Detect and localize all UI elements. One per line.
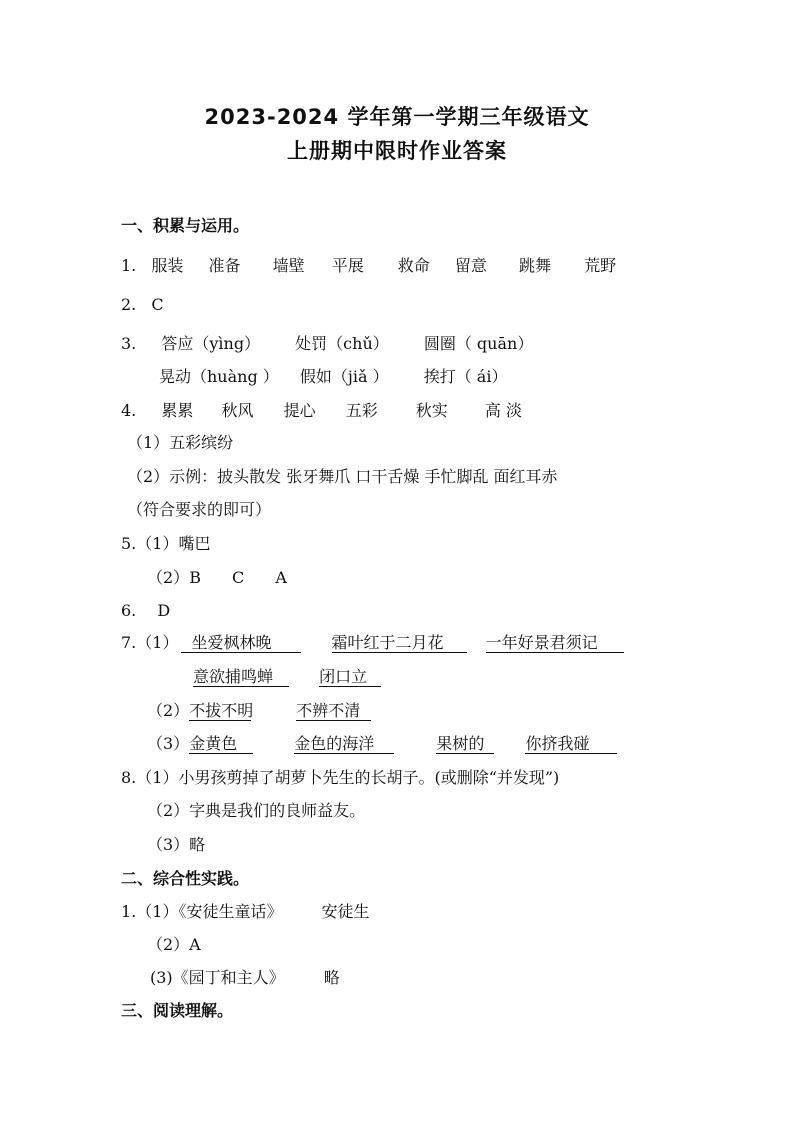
q5-answer-line-1 — [121, 534, 210, 554]
question-number: 4. — [121, 401, 137, 420]
answer-word: 跳舞 — [519, 256, 552, 275]
q1-answer-line — [121, 256, 616, 276]
question-number: 7. — [121, 633, 137, 652]
fill-in-answer: 你挤我碰 — [525, 734, 617, 754]
fill-in-answer: 金黄色 — [189, 734, 253, 754]
answer-value: A — [275, 568, 287, 587]
q7-answer-line-3 — [147, 701, 371, 721]
answer-value: C — [232, 568, 245, 587]
answer-value: D — [157, 601, 171, 620]
question-number: 5. — [121, 534, 137, 553]
q8-answer-line-3: （3）略 — [147, 835, 206, 854]
q7-answer-line-1 — [121, 633, 624, 653]
fill-in-answer: 一年好景君须记 — [486, 633, 624, 653]
q8-answer-line-2: （2）字典是我们的良师益友。 — [147, 801, 366, 820]
question-number: 1. — [121, 902, 137, 921]
answer-value: B — [189, 568, 201, 587]
q4-answer-line — [121, 401, 522, 421]
fill-in-answer: 不辨不清 — [296, 701, 371, 721]
answer-word: 墙壁 — [272, 256, 305, 275]
answer-value: C — [151, 295, 164, 314]
sub-answer: 安徒生 — [321, 902, 370, 921]
section-2-heading: 二、综合性实践。 — [121, 869, 250, 888]
q4-note: （符合要求的即可） — [127, 500, 272, 519]
answer-word: 准备 — [208, 256, 241, 275]
answer-word: 累累 — [161, 401, 194, 420]
q6-answer-line — [121, 601, 170, 621]
answer-word: 提心 — [283, 401, 316, 420]
pinyin-answer: 挨打（ ái） — [423, 367, 508, 386]
title-line-1: 2023-2024 学年第一学期三年级语文 — [204, 105, 590, 129]
pinyin-answer: 处罚（chǔ） — [295, 334, 389, 353]
answer-word: 高 淡 — [484, 401, 522, 420]
fill-in-answer: 闭口立 — [319, 667, 381, 687]
question-number: 8. — [121, 768, 137, 787]
sub-label: （3） — [147, 734, 190, 753]
answer-word: 留意 — [454, 256, 487, 275]
section-3-heading: 三、阅读理解。 — [121, 1001, 234, 1020]
answer-word: 荒野 — [584, 256, 617, 275]
sub-answer: （1）小男孩剪掉了胡萝卜先生的长胡子。(或删除“并发现”) — [136, 768, 560, 787]
sub-answer: （1）嘴巴 — [136, 534, 211, 553]
question-number: 2. — [121, 295, 137, 314]
sub-answer: （1）《安徒生童话》 — [136, 902, 283, 921]
sub-label: （2） — [147, 568, 190, 587]
answer-word: 五彩 — [345, 401, 378, 420]
sub-label: （2） — [147, 701, 190, 720]
sub-answer: 略 — [323, 968, 340, 987]
answer-word: 平展 — [331, 256, 364, 275]
answer-word: 服装 — [151, 256, 184, 275]
question-number: 6. — [121, 601, 137, 620]
q3-answer-line-1 — [121, 334, 533, 354]
fill-in-answer: 意欲捕鸣蝉 — [193, 667, 289, 687]
fill-in-answer: 不拔不明 — [189, 701, 254, 720]
q4-sub-2: （2）示例：披头散发 张牙舞爪 口干舌燥 手忙脚乱 面红耳赤 — [127, 467, 558, 486]
title-line-2: 上册期中限时作业答案 — [287, 139, 507, 163]
pinyin-answer: 假如（jiǎ ） — [299, 367, 389, 386]
q2-answer-line — [121, 295, 164, 315]
fill-in-answer: 金色的海洋 — [294, 734, 394, 754]
fill-in-answer: 果树的 — [436, 734, 494, 754]
question-number: 1. — [121, 256, 137, 275]
answer-word: 秋实 — [415, 401, 448, 420]
answer-word: 秋风 — [221, 401, 254, 420]
pinyin-answer: 晃动（huàng ） — [159, 367, 279, 386]
q7-answer-line-4 — [147, 734, 617, 754]
pinyin-answer: 圆圈（ quān） — [423, 334, 534, 353]
question-number: 3. — [121, 334, 137, 353]
s2-q1-answer-line-1 — [121, 902, 370, 922]
sub-label: （1） — [136, 633, 179, 652]
fill-in-answer: 坐爱枫林晚 — [181, 633, 301, 653]
q5-answer-line-2 — [147, 568, 287, 588]
sub-answer: (3)《园丁和主人》 — [150, 968, 285, 987]
answer-word: 救命 — [397, 256, 430, 275]
fill-in-answer: 霜叶红于二月花 — [332, 633, 467, 653]
section-1-heading: 一、积累与运用。 — [121, 216, 250, 235]
q3-answer-line-2 — [159, 367, 507, 387]
s2-q1-answer-line-3 — [150, 968, 340, 988]
s2-q1-answer-line-2: （2）A — [147, 935, 201, 954]
q8-answer-line-1 — [121, 768, 559, 788]
pinyin-answer: 答应（yìng） — [161, 334, 261, 353]
q7-answer-line-2 — [193, 667, 381, 687]
q4-sub-1: （1）五彩缤纷 — [127, 433, 234, 452]
